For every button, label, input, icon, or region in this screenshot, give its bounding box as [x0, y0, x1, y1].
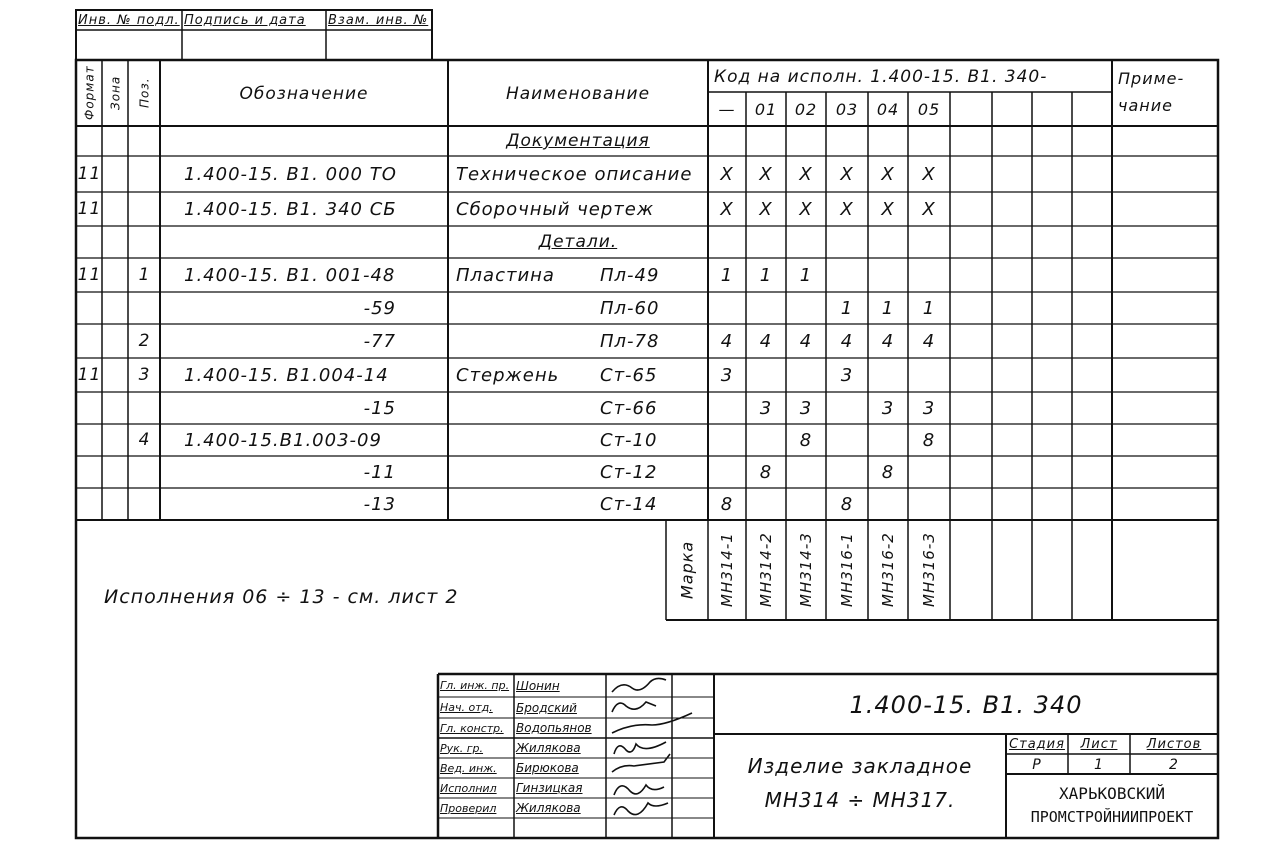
signature-name: Водопьянов	[516, 721, 592, 735]
kod-col-header: 02	[794, 100, 818, 119]
signature-role: Гл. констр.	[440, 721, 504, 735]
signature-scribble	[612, 702, 656, 712]
row-code-qty: X	[799, 198, 813, 220]
signature-scribble	[612, 678, 666, 692]
row-position	[129, 392, 160, 424]
row-sub-mark: Ст-66	[600, 397, 658, 419]
row-format: 11	[77, 164, 102, 184]
marka-item: МН316-1	[838, 532, 856, 608]
row-zone	[103, 392, 128, 424]
row-designation: 1.400-15. В1. 000 ТО	[184, 163, 397, 185]
signature-scribble	[612, 713, 692, 733]
stamp-vzam-inv: Взам. инв. №	[328, 13, 429, 28]
row-code-qty: X	[759, 198, 773, 220]
marka-item: МН314-3	[797, 532, 815, 608]
row-code-qty	[908, 258, 950, 292]
row-sub-mark: Ст-10	[600, 429, 658, 451]
row-name	[456, 488, 596, 520]
row-position: 2	[138, 331, 151, 351]
row-zone	[103, 258, 128, 292]
row-code-qty: 3	[922, 397, 936, 419]
row-name	[456, 392, 596, 424]
row-code-qty: 1	[799, 264, 813, 286]
row-code-qty	[708, 424, 746, 456]
row-code-qty: 8	[881, 461, 895, 483]
row-zone	[103, 456, 128, 488]
row-code-qty: X	[840, 163, 854, 185]
row-code-qty: 4	[840, 330, 854, 352]
header-format: Формат	[82, 65, 97, 121]
row-sub-mark	[600, 192, 706, 226]
row-zone	[103, 156, 128, 192]
row-code-qty: X	[922, 198, 936, 220]
signature-scribble	[612, 754, 670, 772]
row-code-qty: 3	[799, 397, 813, 419]
row-sub-mark: Пл-49	[600, 264, 660, 286]
header-poz: Поз.	[137, 77, 152, 109]
row-name	[456, 424, 596, 456]
row-designation: -15	[363, 397, 396, 419]
row-designation: 1.400-15. В1. 340 СБ	[184, 198, 397, 220]
row-code-qty: 1	[720, 264, 734, 286]
row-zone	[103, 424, 128, 456]
row-position	[129, 156, 160, 192]
row-code-qty: 3	[720, 364, 734, 386]
signature-name: Бродский	[516, 700, 577, 715]
row-designation: -77	[363, 330, 396, 352]
kod-col-header: 05	[917, 100, 941, 119]
row-position	[129, 456, 160, 488]
row-code-qty	[868, 358, 908, 392]
row-code-qty	[826, 392, 868, 424]
row-code-qty: 4	[799, 330, 813, 352]
product-name-line1: Изделие закладное	[747, 754, 973, 778]
row-format: 11	[77, 199, 102, 219]
row-format	[77, 292, 102, 324]
row-code-qty	[868, 424, 908, 456]
row-name: Стержень	[456, 364, 560, 386]
marka-item: МН316-2	[879, 532, 897, 608]
row-designation: -11	[363, 461, 396, 483]
row-code-qty	[746, 424, 786, 456]
signature-marks	[612, 678, 692, 815]
row-sub-mark	[600, 156, 706, 192]
kod-col-header: 01	[754, 100, 778, 119]
row-zone	[103, 292, 128, 324]
row-designation: -13	[363, 493, 396, 515]
row-position	[129, 488, 160, 520]
header-kod-label: Код на исполн. 1.400-15. В1. 340-	[714, 67, 1048, 87]
signature-name: Гинзицкая	[516, 781, 583, 795]
row-zone	[103, 358, 128, 392]
row-position	[129, 192, 160, 226]
row-code-qty: 1	[759, 264, 773, 286]
row-format	[77, 392, 102, 424]
row-code-qty: 1	[840, 297, 854, 319]
row-designation: 1.400-15. В1. 001-48	[184, 264, 396, 286]
row-sub-mark: Пл-60	[600, 297, 660, 319]
signature-scribble	[614, 803, 668, 815]
signature-role: Проверил	[440, 801, 497, 815]
row-format	[77, 456, 102, 488]
row-format: 11	[77, 265, 102, 285]
row-code-qty	[708, 392, 746, 424]
signature-scribble	[614, 742, 666, 754]
row-code-qty	[826, 456, 868, 488]
product-name-line2: МН314 ÷ МН317.	[764, 788, 956, 812]
row-code-qty	[908, 456, 950, 488]
row-code-qty: X	[720, 163, 734, 185]
row-code-qty	[708, 292, 746, 324]
section-details: Детали.	[538, 232, 618, 252]
row-code-qty	[786, 292, 826, 324]
signature-role: Вед. инж.	[440, 761, 497, 775]
row-code-qty: 8	[759, 461, 773, 483]
row-format	[77, 324, 102, 358]
row-position: 1	[138, 265, 151, 285]
row-zone	[103, 324, 128, 358]
signature-role: Нач. отд.	[440, 701, 493, 714]
row-code-qty	[708, 456, 746, 488]
header-primechanie-1: Приме-	[1118, 68, 1185, 88]
row-position: 4	[138, 430, 151, 450]
row-code-qty: 8	[840, 493, 854, 515]
row-code-qty	[786, 488, 826, 520]
marka-item: МН314-1	[718, 532, 736, 608]
row-name: Сборочный чертеж	[456, 198, 655, 220]
row-designation: 1.400-15.В1.003-09	[184, 429, 382, 451]
row-code-qty	[868, 488, 908, 520]
signature-name: Жилякова	[516, 741, 581, 755]
row-code-qty: X	[922, 163, 936, 185]
row-code-qty: 3	[881, 397, 895, 419]
row-code-qty: 4	[881, 330, 895, 352]
row-code-qty: X	[799, 163, 813, 185]
row-position: 3	[138, 365, 151, 385]
row-code-qty	[746, 488, 786, 520]
section-documentation: Документация	[506, 131, 650, 151]
header-naimenovanie: Наименование	[505, 84, 651, 104]
row-name: Техническое описание	[456, 163, 693, 185]
row-code-qty	[746, 358, 786, 392]
header-primechanie-2: чание	[1118, 95, 1173, 115]
row-code-qty: 8	[922, 429, 936, 451]
kod-col-header: 03	[835, 100, 859, 119]
row-code-qty: 3	[840, 364, 854, 386]
row-designation: 1.400-15. В1.004-14	[184, 364, 389, 386]
row-sub-mark: Ст-12	[600, 461, 658, 483]
row-code-qty: 1	[881, 297, 895, 319]
row-code-qty	[908, 358, 950, 392]
doc-number: 1.400-15. В1. 340	[849, 691, 1083, 719]
row-code-qty	[908, 488, 950, 520]
row-code-qty: X	[840, 198, 854, 220]
stamp-inv-podl: Инв. № подл.	[78, 13, 180, 28]
marka-item: МН316-3	[920, 532, 938, 608]
stage-value: Р	[1032, 756, 1042, 773]
row-name	[456, 456, 596, 488]
kod-col-header: 04	[876, 100, 900, 119]
signature-role: Гл. инж. пр.	[440, 679, 510, 692]
org-line1: ХАРЬКОВСКИЙ	[1059, 783, 1165, 803]
signature-role: Рук. гр.	[440, 741, 484, 755]
org-line2: ПРОМСТРОЙНИИПРОЕКТ	[1030, 808, 1194, 826]
header-zona: Зона	[108, 75, 123, 111]
row-code-qty: X	[720, 198, 734, 220]
row-code-qty	[786, 358, 826, 392]
row-code-qty: 4	[759, 330, 773, 352]
row-code-qty	[786, 456, 826, 488]
marka-item: МН314-2	[757, 532, 775, 608]
signature-name: Шонин	[516, 678, 560, 693]
signature-scribble	[614, 785, 664, 795]
header-oboznachenie: Обозначение	[239, 84, 369, 104]
note-ispolneniya: Исполнения 06 ÷ 13 - см. лист 2	[104, 586, 459, 608]
stage-label: Стадия	[1009, 737, 1065, 752]
row-code-qty: X	[759, 163, 773, 185]
row-code-qty: 1	[922, 297, 936, 319]
row-code-qty: 8	[799, 429, 813, 451]
row-designation: -59	[363, 297, 396, 319]
signature-name: Жилякова	[516, 801, 581, 815]
kod-col-header: —	[718, 100, 736, 119]
row-code-qty: 8	[720, 493, 734, 515]
row-code-qty	[746, 292, 786, 324]
row-code-qty: 4	[720, 330, 734, 352]
row-sub-mark: Ст-65	[600, 364, 658, 386]
row-code-qty	[826, 258, 868, 292]
row-name: Пластина	[456, 264, 555, 286]
row-code-qty	[826, 424, 868, 456]
row-sub-mark: Пл-78	[600, 330, 660, 352]
row-code-qty: X	[881, 163, 895, 185]
row-code-qty: 3	[759, 397, 773, 419]
sheet-label: Лист	[1080, 737, 1118, 752]
row-zone	[103, 192, 128, 226]
sheets-value: 2	[1169, 756, 1179, 773]
marka-label: Марка	[677, 540, 697, 600]
row-name	[456, 292, 596, 324]
signature-name: Бирюкова	[516, 761, 579, 775]
row-name	[456, 324, 596, 358]
row-code-qty: X	[881, 198, 895, 220]
row-code-qty	[868, 258, 908, 292]
row-format	[77, 488, 102, 520]
stamp-podpis-data: Подпись и дата	[184, 13, 306, 28]
row-position	[129, 292, 160, 324]
sheets-label: Листов	[1146, 737, 1202, 752]
row-zone	[103, 488, 128, 520]
signature-role: Исполнил	[440, 781, 497, 795]
row-format	[77, 424, 102, 456]
row-format: 11	[77, 365, 102, 385]
sheet-value: 1	[1094, 756, 1104, 773]
row-code-qty: 4	[922, 330, 936, 352]
row-sub-mark: Ст-14	[600, 493, 658, 515]
